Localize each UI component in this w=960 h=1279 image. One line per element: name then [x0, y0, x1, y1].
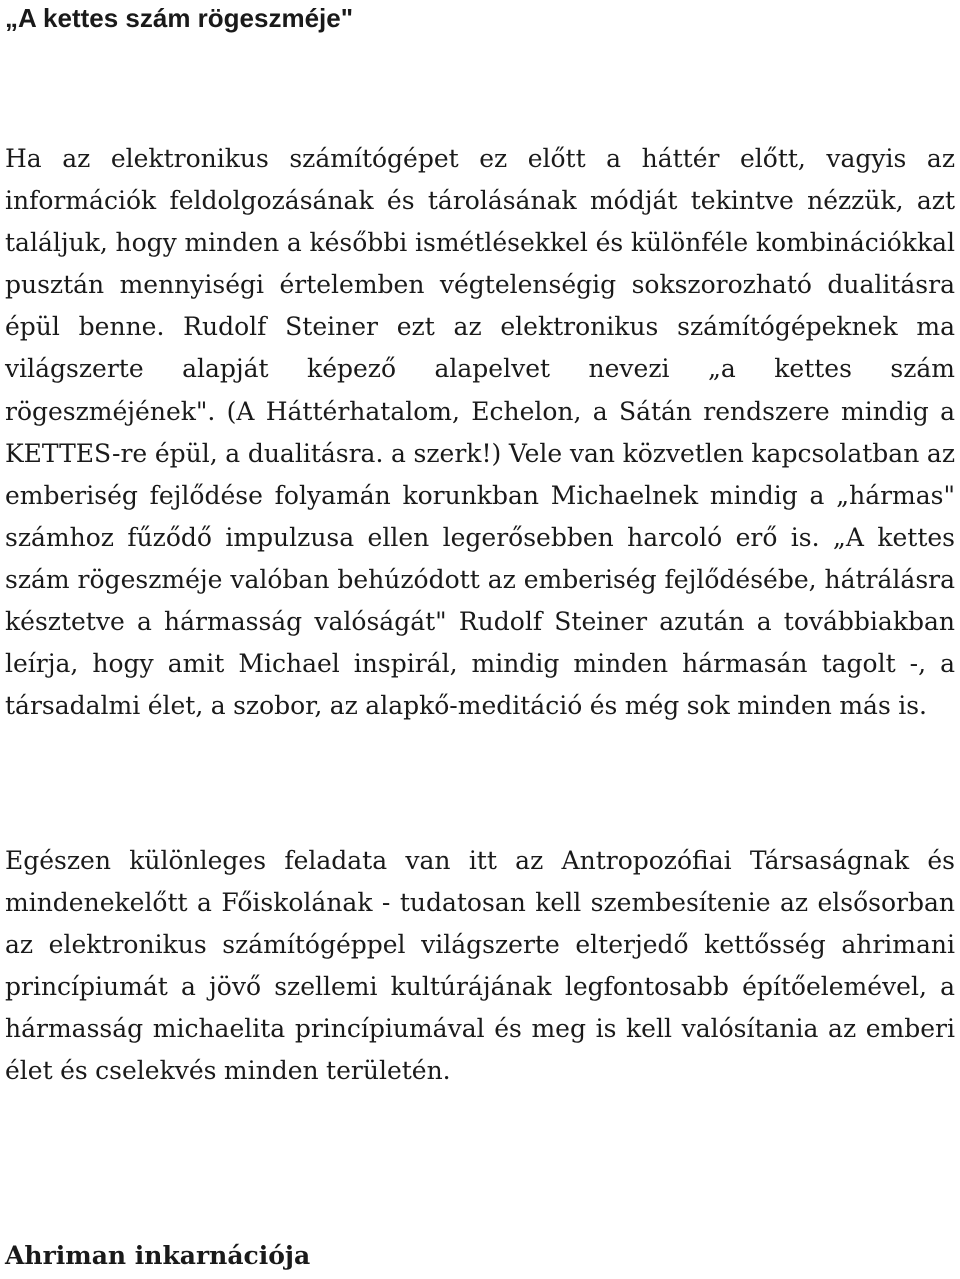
body-paragraph-1: Ha az elektronikus számítógépet ez előtt a háttér előtt, vagyis az információk feldolgozásának és tárolásának módját tekintve nézzük, azt találjuk, hogy minden a későbbi ismétlésekkel és különféle kombinációkkal pusztán mennyiségi értelemben végtelenségig sokszorozható dualitásra épül benne. Rudolf Steiner ezt az elektronikus számítógépeknek ma világszerte alapját képező alapelvet nevezi „a kettes szám rögeszméjének". (A Háttérhatalom, Echelon, a Sátán rendszere mindig a KETTES-re épül, a dualitásra. a szerk!) Vele van közvetlen kapcsolatban az emberiség fejlődése folyamán korunkban Michaelnek mindig a „hármas" számhoz fűződő impulzusa ellen legerősebben harcoló erő is. „A kettes szám rögeszméje valóban behúzódott az emberiség fejlődésébe, hátrálásra késztetve a hármasság valóságát" Rudolf Steiner azután a továbbiakban leírja, hogy amit Michael inspirál, mindig minden hármasán tagolt -, a társadalmi élet, a szobor, az alapkő-meditáció és még sok minden más is.	[5, 144, 955, 721]
section-heading: Ahriman inkarnációja	[5, 1241, 311, 1270]
body-paragraph-2: Egészen különleges feladata van itt az Antropozófiai Társaságnak és mindenekelőtt a Főiskolának - tudatosan kell szembesítenie az elsősorban az elektronikus számítógéppel világszerte elterjedő kettősség ahrimani princípiumát a jövő szellemi kultúrájának legfontosabb építőelemével, a hármasság michaelita princípiumával és meg is kell valósítania az emberi élet és cselekvés minden területén.	[5, 846, 955, 1086]
page-title: „A kettes szám rögeszméje"	[5, 3, 354, 33]
